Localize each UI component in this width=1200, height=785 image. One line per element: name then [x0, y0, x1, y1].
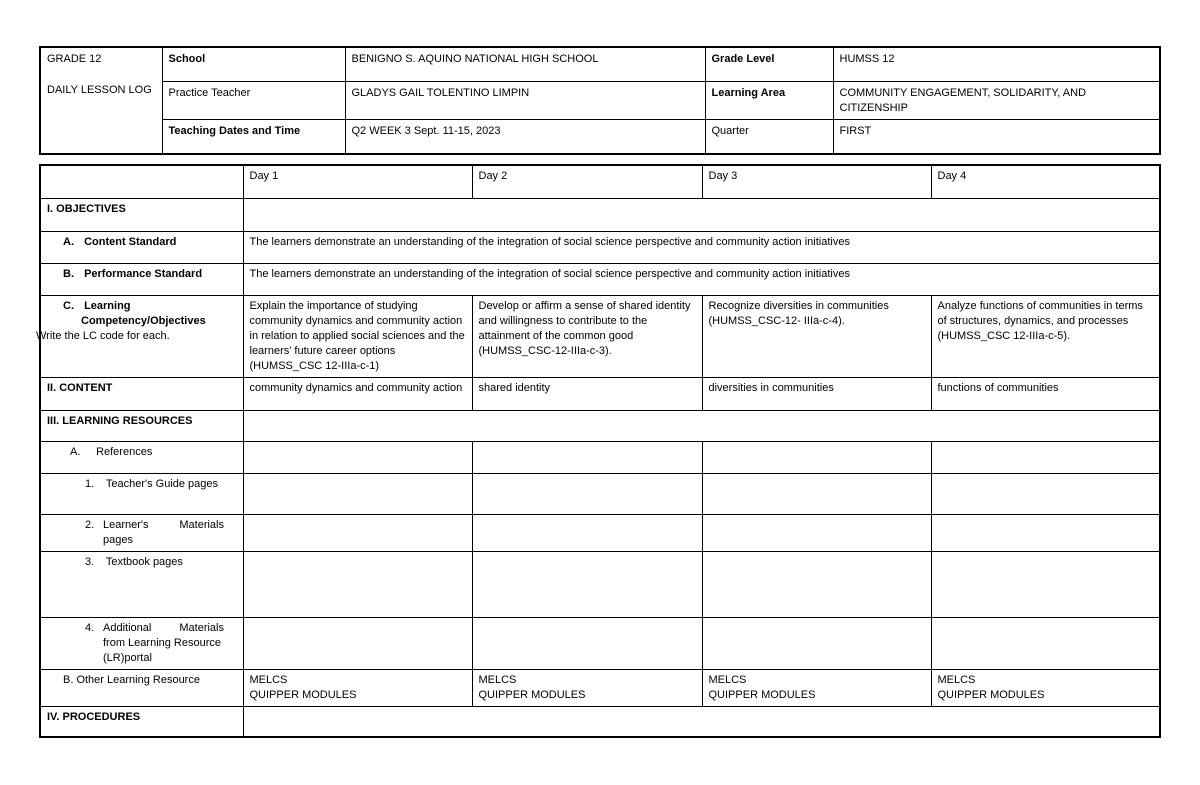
other-resource-day-2: [472, 669, 702, 706]
lesson-log-table: [36, 164, 1161, 738]
teachers-guide-day-3: [702, 473, 931, 514]
teacher-label: Practice Teacher: [162, 82, 345, 120]
textbook-day-4: [931, 551, 1160, 617]
references-day-4: [931, 441, 1160, 473]
additional-materials-marker: 4.: [85, 621, 95, 634]
other-resource-day-4: [931, 669, 1160, 706]
references-row: [40, 441, 1160, 473]
competency-note: Write the LC code for each.: [36, 329, 170, 342]
additional-materials-row: [40, 617, 1160, 669]
other-resource-day-4-line-1: MELCS: [937, 673, 976, 686]
references-marker: A.: [70, 445, 81, 458]
competency-day-3: Recognize diversities in communities (HUMSS_CSC-12- IIIa-c-4).: [702, 295, 931, 377]
days-row: [40, 165, 1160, 198]
performance-standard-marker: B.: [63, 267, 74, 280]
textbook-row: [40, 551, 1160, 617]
content-standard-text: The learners demonstrate an understanding of the integration of social science perspective and community action initiatives: [243, 231, 1160, 263]
header-table: [39, 46, 1161, 155]
empty-corner: [40, 165, 243, 198]
objectives-empty: [243, 198, 1160, 231]
references-day-2: [472, 441, 702, 473]
other-resource-row: [40, 669, 1160, 706]
grade-cell: [40, 47, 162, 154]
grade-level-label: Grade Level: [705, 47, 833, 82]
other-resource-day-4-line-2: QUIPPER MODULES: [937, 688, 1045, 701]
day-2-header: Day 2: [472, 165, 702, 198]
teachers-guide-label-cell: [40, 473, 243, 514]
references-label-cell: [40, 441, 243, 473]
additional-materials-label-3: (LR)portal: [103, 651, 152, 664]
competency-label-cell: [36, 295, 243, 377]
learners-materials-label-2: pages: [103, 533, 133, 546]
procedures-label: IV. PROCEDURES: [40, 706, 243, 737]
content-day-4: functions of communities: [931, 377, 1160, 410]
teachers-guide-marker: 1.: [85, 477, 95, 490]
dates-label: Teaching Dates and Time: [162, 120, 345, 155]
additional-materials-label-1: Additional Materials: [103, 621, 224, 634]
resources-row: [40, 410, 1160, 441]
resources-label: III. LEARNING RESOURCES: [40, 410, 243, 441]
competency-label-1: Learning: [84, 299, 131, 312]
additional-materials-day-3: [702, 617, 931, 669]
additional-materials-label-2: from Learning Resource: [103, 636, 222, 649]
teacher-value: GLADYS GAIL TOLENTINO LIMPIN: [345, 82, 705, 120]
other-resource-label: B. Other Learning Resource: [40, 669, 243, 706]
teachers-guide-row: [40, 473, 1160, 514]
objectives-row: [40, 198, 1160, 231]
other-resource-day-3: [702, 669, 931, 706]
learners-materials-row: [40, 514, 1160, 551]
other-resource-day-1: [243, 669, 472, 706]
other-resource-day-2-line-1: MELCS: [478, 673, 517, 686]
textbook-day-1: [243, 551, 472, 617]
day-3-header: Day 3: [702, 165, 931, 198]
content-day-1: community dynamics and community action: [243, 377, 472, 410]
learning-area-label: Learning Area: [705, 82, 833, 120]
quarter-value: FIRST: [833, 120, 1160, 155]
header-row-dates: [40, 120, 1160, 155]
other-resource-day-1-line-2: QUIPPER MODULES: [249, 688, 357, 701]
quarter-label: Quarter: [705, 120, 833, 155]
additional-materials-label-cell: [40, 617, 243, 669]
learners-materials-day-1: [243, 514, 472, 551]
content-standard-row: [40, 231, 1160, 263]
content-label: II. CONTENT: [40, 377, 243, 410]
learners-materials-label-cell: [40, 514, 243, 551]
performance-standard-label: Performance Standard: [84, 267, 203, 280]
other-resource-day-3-line-1: MELCS: [708, 673, 747, 686]
other-resource-day-2-line-2: QUIPPER MODULES: [478, 688, 586, 701]
objectives-label: I. OBJECTIVES: [40, 198, 243, 231]
references-label: References: [96, 445, 153, 458]
learners-materials-label-1: Learner's Materials: [103, 518, 224, 531]
textbook-label: Textbook pages: [105, 555, 183, 568]
competency-label-2: Competency/Objectives: [81, 314, 206, 327]
performance-standard-text: The learners demonstrate an understanding of the integration of social science perspective and community action initiatives: [243, 263, 1160, 295]
school-label: School: [162, 47, 345, 82]
log-title: DAILY LESSON LOG: [47, 84, 152, 96]
other-resource-day-1-line-1: MELCS: [249, 673, 288, 686]
competency-row: [40, 295, 1160, 377]
textbook-label-cell: [40, 551, 243, 617]
teachers-guide-day-2: [472, 473, 702, 514]
competency-marker: C.: [63, 299, 74, 312]
learners-materials-day-2: [472, 514, 702, 551]
references-day-1: [243, 441, 472, 473]
header-row-school: [40, 47, 1160, 82]
day-4-header: Day 4: [931, 165, 1160, 198]
other-resource-day-3-line-2: QUIPPER MODULES: [708, 688, 816, 701]
teachers-guide-day-1: [243, 473, 472, 514]
learners-materials-day-4: [931, 514, 1160, 551]
grade-level-value: HUMSS 12: [833, 47, 1160, 82]
teachers-guide-day-4: [931, 473, 1160, 514]
learners-materials-day-3: [702, 514, 931, 551]
textbook-day-2: [472, 551, 702, 617]
competency-day-1: Explain the importance of studying community dynamics and community action in relation to applied social sciences and the learners' future career options (HUMSS_CSC 12-IIIa-c-1): [243, 295, 472, 377]
day-1-header: Day 1: [243, 165, 472, 198]
performance-standard-label-cell: [40, 263, 243, 295]
performance-standard-row: [40, 263, 1160, 295]
content-row: [40, 377, 1160, 410]
school-value: BENIGNO S. AQUINO NATIONAL HIGH SCHOOL: [345, 47, 705, 82]
additional-materials-day-4: [931, 617, 1160, 669]
content-day-3: diversities in communities: [702, 377, 931, 410]
competency-day-4: Analyze functions of communities in terms of structures, dynamics, and processes (HUMSS_CSC 12-IIIa-c-5).: [931, 295, 1160, 377]
content-standard-label: Content Standard: [84, 235, 177, 248]
teachers-guide-label: Teacher's Guide pages: [105, 477, 219, 490]
content-day-2: shared identity: [472, 377, 702, 410]
header-row-teacher: [40, 82, 1160, 120]
textbook-marker: 3.: [85, 555, 95, 568]
content-standard-marker: A.: [63, 235, 74, 248]
references-day-3: [702, 441, 931, 473]
content-standard-label-cell: [40, 231, 243, 263]
grade-text: GRADE 12: [47, 53, 102, 65]
dates-value: Q2 WEEK 3 Sept. 11-15, 2023: [345, 120, 705, 155]
learners-materials-marker: 2.: [85, 518, 95, 531]
textbook-day-3: [702, 551, 931, 617]
resources-empty: [243, 410, 1160, 441]
learning-area-value: COMMUNITY ENGAGEMENT, SOLIDARITY, AND CITIZENSHIP: [833, 82, 1160, 120]
procedures-row: [40, 706, 1160, 737]
competency-day-2: Develop or affirm a sense of shared identity and willingness to contribute to the attainment of the common good (HUMSS_CSC-12-IIIa-c-3).: [472, 295, 702, 377]
procedures-empty: [243, 706, 1160, 737]
additional-materials-day-1: [243, 617, 472, 669]
additional-materials-day-2: [472, 617, 702, 669]
